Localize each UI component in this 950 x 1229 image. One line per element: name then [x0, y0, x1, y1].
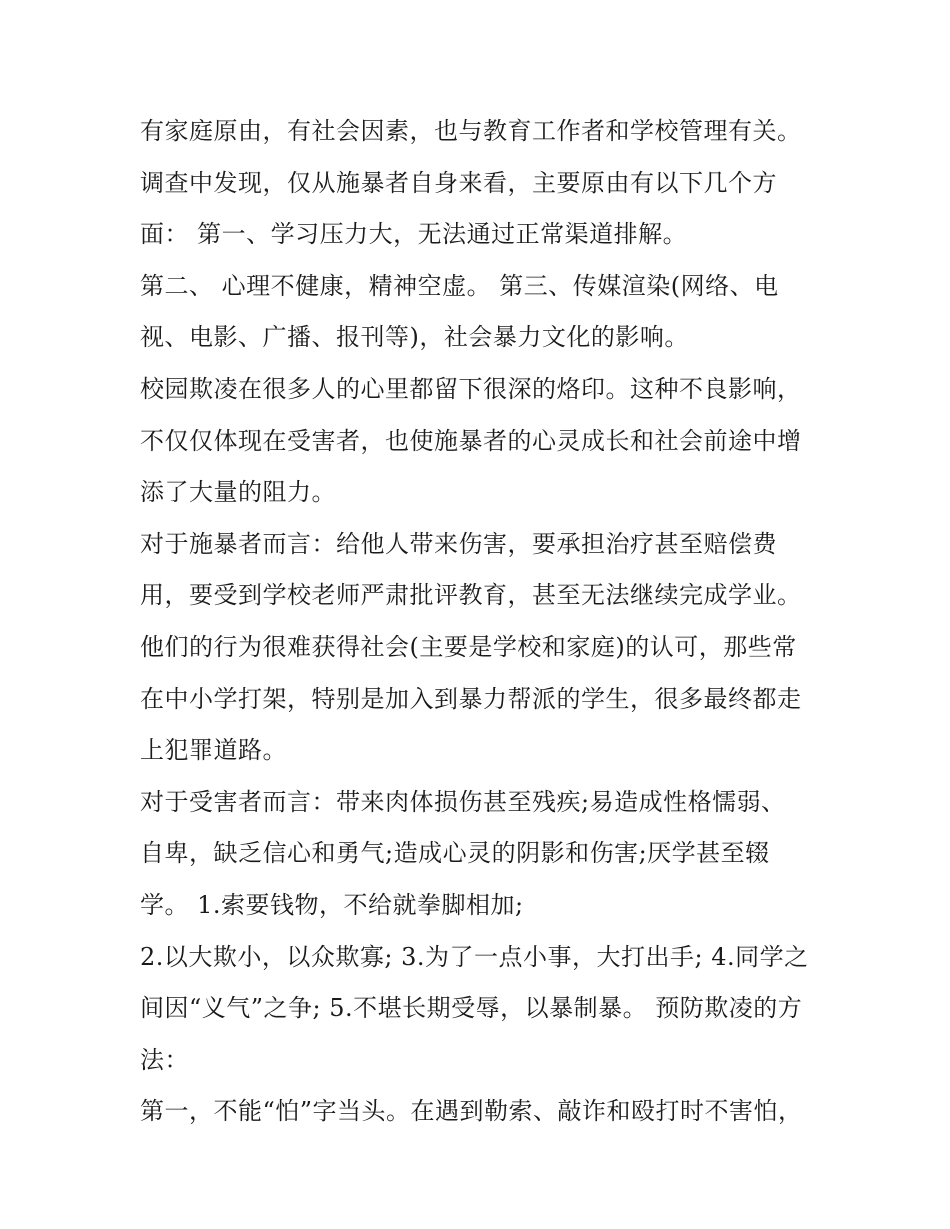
text-line: 在中小学打架，特别是加入到暴力帮派的学生，很多最终都走 [140, 684, 802, 713]
text-line: 添了大量的阻力。 [140, 478, 336, 507]
text-line: 面： 第一、学习压力大，无法通过正常渠道排解。 [140, 220, 688, 249]
text-line: 上犯罪道路。 [140, 736, 287, 765]
text-line: 第二、 心理不健康，精神空虚。 第三、传媒渲染(网络、电 [140, 271, 779, 300]
text-line: 学。 1.索要钱物，不给就拳脚相加; [140, 890, 524, 919]
text-line: 用，要受到学校老师严肃批评教育，甚至无法继续完成学业。 [140, 581, 802, 610]
text-line: 视、电影、广播、报刊等)，社会暴力文化的影响。 [140, 323, 689, 352]
text-line: 校园欺凌在很多人的心里都留下很深的烙印。这种不良影响， [140, 374, 802, 403]
text-line: 自卑，缺乏信心和勇气;造成心灵的阴影和伤害;厌学甚至辍 [140, 839, 770, 868]
text-line: 调查中发现，仅从施暴者自身来看，主要原由有以下几个方 [140, 168, 777, 197]
text-line: 间因“义气”之争; 5.不堪长期受辱，以暴制暴。 预防欺凌的方 [140, 994, 803, 1023]
text-line: 法： [140, 1045, 189, 1074]
text-line: 2.以大欺小，以众欺寡; 3.为了一点小事，大打出手; 4.同学之 [140, 942, 809, 971]
text-line: 有家庭原由，有社会因素，也与教育工作者和学校管理有关。 [140, 117, 802, 145]
text-line: 对于施暴者而言：给他人带来伤害，要承担治疗甚至赔偿费 [140, 529, 777, 558]
text-line: 第一，不能“怕”字当头。在遇到勒索、敲诈和殴打时不害怕， [140, 1097, 803, 1126]
document-body [140, 106, 830, 1138]
text-line: 不仅仅体现在受害者，也使施暴者的心灵成长和社会前途中增 [140, 426, 802, 455]
text-line: 对于受害者而言：带来肉体损伤甚至残疾;易造成性格懦弱、 [140, 787, 786, 816]
text-line: 他们的行为很难获得社会(主要是学校和家庭)的认可，那些常 [140, 632, 797, 661]
